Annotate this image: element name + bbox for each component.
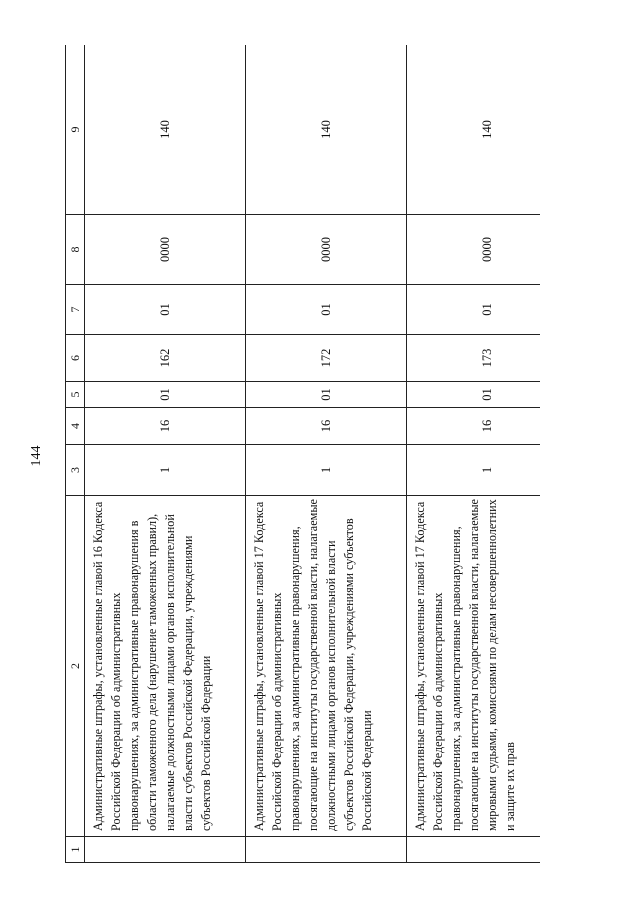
header-col-9: 9 [66,45,85,215]
page-number: 144 [29,445,44,467]
code-col-8: 0000 [85,215,246,285]
row-description: Административные штрафы, установленные главой 16 Кодекса Российской Федерации об административных правонарушениях, за административные правонарушения в области таможенного дела (нарушение таможенных правил), налагаемые должностными лицами органов исполнительной власти субъектов Российской Федерации, учреждениями субъектов Российской Федерации [85,496,246,837]
code-col-5: 01 [407,382,541,408]
code-col-6: 162 [85,335,246,382]
code-col-6: 172 [246,335,407,382]
table-row [246,45,407,863]
code-col-4: 16 [246,408,407,445]
code-col-8: 0000 [246,215,407,285]
header-col-6: 6 [66,335,85,382]
code-col-7: 01 [246,285,407,335]
code-col-7: 01 [407,285,541,335]
rotated-table-container [65,45,540,863]
header-col-4: 4 [66,408,85,445]
row-description: Административные штрафы, установленные главой 17 Кодекса Российской Федерации об административных правонарушениях, за административные правонарушения, посягающие на институты государственной власти, налагаемые должностными лицами органов исполнительной власти субъектов Российской Федерации, учреждениями субъектов Российской Федерации [246,496,407,837]
row-number-cell [246,837,407,863]
budget-classification-table [65,45,540,863]
code-col-4: 16 [85,408,246,445]
code-col-4: 16 [407,408,541,445]
header-col-3: 3 [66,445,85,496]
code-col-6: 173 [407,335,541,382]
code-col-5: 01 [246,382,407,408]
table-row [407,45,541,863]
header-col-7: 7 [66,285,85,335]
row-number-cell [407,837,541,863]
code-col-8: 0000 [407,215,541,285]
row-description: Административные штрафы, установленные главой 17 Кодекса Российской Федерации об административных правонарушениях, за административные правонарушения, посягающие на институты государственной власти, налагаемые мировыми судьями, комиссиями по делам несовершеннолетних и защите их прав [407,496,541,837]
header-col-2: 2 [66,496,85,837]
header-col-1: 1 [66,837,85,863]
code-col-3: 1 [85,445,246,496]
code-col-3: 1 [246,445,407,496]
code-col-3: 1 [407,445,541,496]
table-row [85,45,246,863]
code-col-9: 140 [407,45,541,215]
table-header-row [66,45,85,863]
header-col-5: 5 [66,382,85,408]
row-number-cell [85,837,246,863]
code-col-7: 01 [85,285,246,335]
code-col-9: 140 [85,45,246,215]
code-col-5: 01 [85,382,246,408]
code-col-9: 140 [246,45,407,215]
header-col-8: 8 [66,215,85,285]
